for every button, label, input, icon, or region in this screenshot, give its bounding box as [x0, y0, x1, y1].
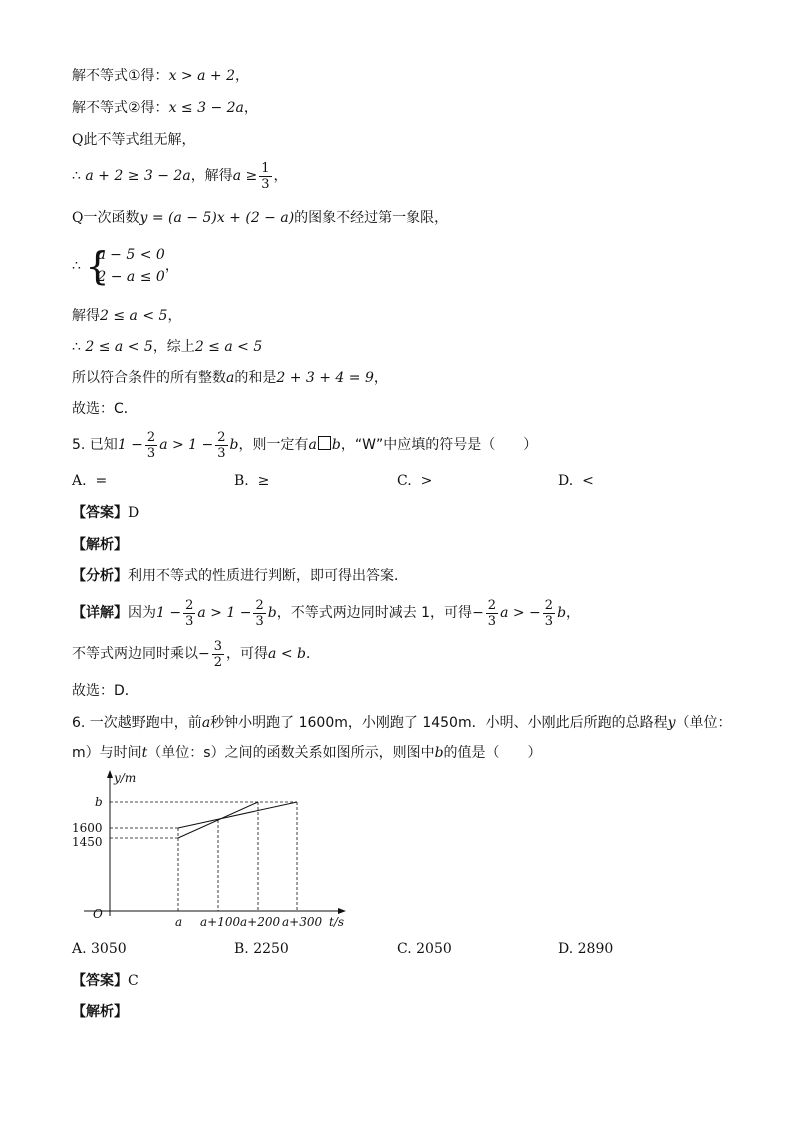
text: ， — [167, 308, 182, 324]
fraction-denominator: 3 — [544, 613, 554, 629]
q5-option-a — [72, 473, 107, 489]
question-number: 6. 一次越野跑中，前 — [72, 715, 202, 731]
text: 解不等式①得： — [72, 68, 169, 84]
math-variable: a — [226, 370, 235, 386]
x-axis-arrow-icon — [338, 908, 346, 914]
text: （单位：s）之间的函数关系如图所示，则图中 — [147, 745, 435, 761]
xiaoming-line — [178, 802, 297, 828]
text: 不等式两边同时乘以 — [72, 646, 198, 662]
text: ，综上 — [152, 339, 195, 355]
text: ，解得 — [190, 168, 233, 184]
q6-option-d — [558, 941, 613, 957]
math-expression: a > 1 − — [159, 437, 214, 453]
option-label: C. — [397, 473, 412, 489]
option-label: C. — [397, 941, 412, 957]
option-value: 2890 — [577, 941, 614, 957]
q6-option-b — [234, 941, 289, 957]
text: ， — [164, 258, 179, 274]
fraction — [212, 639, 224, 670]
math-expression: − — [198, 646, 210, 662]
text: ，“W”中应填的符号是（ ） — [340, 437, 538, 453]
x-axis-label: t/s — [329, 915, 345, 929]
y-tick-label: 1600 — [72, 821, 103, 835]
origin-label: O — [93, 907, 103, 921]
math-expression: 2 ≤ a < 5 — [100, 308, 168, 324]
text: 秒钟小明跑了 1600m，小刚跑了 1450m．小明、小刚此后所跑的总路程 — [210, 715, 668, 731]
fraction-numerator: 2 — [255, 597, 264, 613]
math-expression: a + 2 ≥ 3 − 2a — [85, 168, 191, 184]
text: ，可得 — [226, 646, 269, 662]
y-axis-arrow-icon — [107, 770, 113, 778]
text: 所以符合条件的所有整数 — [72, 370, 226, 386]
option-value: > — [420, 473, 433, 489]
fraction-numerator: 2 — [185, 597, 194, 613]
text: ． — [305, 646, 320, 662]
q6-answer — [72, 971, 139, 991]
analysis-tag: 【解析】 — [72, 1004, 128, 1020]
left-brace-icon: { — [85, 244, 110, 288]
math-expression: 2 ≤ a < 5 — [85, 339, 153, 355]
fraction — [543, 598, 555, 629]
answer-value: D — [128, 505, 140, 521]
math-expression: b — [557, 605, 567, 621]
math-expression: x > a + 2 — [168, 68, 235, 84]
q5-analysis-heading — [72, 535, 128, 555]
detail-tag: 【详解】 — [72, 605, 128, 621]
fenxi-tag: 【分析】 — [72, 568, 128, 584]
math-variable: b — [434, 745, 444, 761]
math-expression: a > 1 − — [197, 605, 252, 621]
text: 的值是（ ） — [443, 745, 542, 761]
solution-line-1 — [72, 66, 249, 86]
fraction-denominator: 3 — [146, 445, 156, 461]
option-value: < — [582, 473, 594, 489]
text: m）与时间 — [72, 745, 142, 761]
blank-box-icon — [318, 436, 331, 450]
text: 此不等式组无解， — [83, 132, 196, 148]
q5-option-b — [234, 473, 269, 489]
y-axis-label: y/m — [114, 771, 137, 785]
text: 一次函数 — [83, 210, 140, 226]
y-tick-label: 1450 — [72, 835, 103, 849]
fraction — [486, 598, 498, 629]
inequality-system — [85, 244, 164, 288]
math-expression: a < b — [268, 646, 306, 662]
answer-tag: 【答案】 — [72, 973, 128, 989]
math-expression: x ≤ 3 − 2a — [168, 100, 244, 116]
fraction-numerator: 2 — [544, 597, 554, 613]
text: 故选：D． — [72, 683, 139, 699]
x-tick-label: a+200 — [240, 915, 281, 929]
q5-detail-line-2 — [72, 633, 320, 675]
because-symbol: Q — [72, 210, 84, 226]
math-expression: b — [229, 437, 239, 453]
analysis-tag: 【解析】 — [72, 537, 128, 553]
x-tick-label: a — [175, 915, 183, 929]
fraction-numerator: 3 — [213, 638, 223, 654]
fraction-numerator: 2 — [487, 597, 497, 613]
math-variable: y — [667, 715, 676, 731]
q6-analysis-heading — [72, 1002, 128, 1022]
solution-line-3 — [72, 130, 195, 150]
fraction-denominator: 3 — [261, 176, 270, 192]
question-6-stem-line-1 — [72, 713, 732, 733]
text: ， — [234, 68, 249, 84]
text: ， — [566, 605, 581, 621]
math-variable: a — [201, 715, 211, 731]
solution-line-7 — [72, 306, 181, 326]
option-value: ≥ — [257, 473, 270, 489]
fraction-denominator: 3 — [487, 613, 497, 629]
math-expression: 2 + 3 + 4 = 9 — [276, 370, 374, 386]
math-expression: b — [267, 605, 277, 621]
math-variable: a — [308, 437, 317, 453]
math-expression: 2 ≤ a < 5 — [194, 339, 263, 355]
fraction-denominator: 3 — [185, 613, 194, 629]
therefore-symbol: ∴ — [72, 339, 81, 355]
text: ， — [373, 370, 388, 386]
distance-time-graph — [70, 766, 360, 932]
text: ， — [273, 168, 288, 184]
solution-line-5 — [72, 208, 448, 228]
therefore-symbol: ∴ — [72, 168, 81, 184]
x-tick-label: a+300 — [282, 915, 323, 929]
text: ，则一定有 — [238, 437, 309, 453]
option-value: 3050 — [91, 941, 127, 957]
q5-fenxi — [72, 566, 408, 586]
text: 解不等式②得： — [72, 100, 169, 116]
option-label: B. — [234, 473, 249, 489]
text: ，不等式两边同时减去 1，可得 — [276, 605, 473, 621]
text: ， — [243, 100, 258, 116]
fraction — [145, 430, 157, 461]
y-tick-label: b — [95, 795, 103, 809]
option-value: 2050 — [416, 941, 452, 957]
fraction-denominator: 3 — [217, 445, 226, 461]
q5-answer — [72, 503, 139, 523]
fraction — [253, 598, 265, 629]
q5-detail-line-1 — [72, 592, 580, 634]
q6-option-a — [72, 941, 127, 957]
question-6-stem-line-2 — [72, 743, 542, 763]
option-label: B. — [234, 941, 249, 957]
solution-line-10 — [72, 399, 138, 419]
because-symbol: Q — [72, 132, 84, 148]
math-expression: 1 − — [156, 605, 182, 621]
solution-line-4 — [72, 160, 288, 192]
text: 解得 — [72, 308, 100, 324]
option-label: A. — [72, 941, 87, 957]
answer-value: C — [128, 973, 139, 989]
q5-choose — [72, 681, 139, 701]
solution-line-9 — [72, 368, 388, 388]
fraction-numerator: 2 — [146, 429, 156, 445]
system-row: a − 5 < 0 — [97, 247, 165, 263]
text: 的图象不经过第一象限， — [294, 210, 449, 226]
text: 利用不等式的性质进行判断，即可得出答案． — [128, 568, 408, 584]
math-variable: b — [331, 437, 341, 453]
fraction — [183, 598, 195, 629]
math-expression: − — [472, 605, 484, 621]
question-5-stem — [72, 424, 537, 466]
q6-option-c — [397, 941, 452, 957]
math-expression: y = (a − 5)x + (2 − a) — [139, 210, 295, 226]
solution-line-8 — [72, 337, 262, 357]
fraction — [259, 161, 271, 192]
therefore-symbol: ∴ — [72, 258, 81, 274]
math-expression: a > − — [500, 605, 541, 621]
math-expression: 1 − — [117, 437, 143, 453]
question-number: 5. 已知 — [72, 437, 118, 453]
q5-option-d — [558, 473, 594, 489]
text: 故选：C． — [72, 401, 138, 417]
answer-tag: 【答案】 — [72, 505, 128, 521]
fraction — [215, 430, 227, 461]
option-label: A. — [72, 473, 87, 489]
option-value: 2250 — [253, 941, 289, 957]
fraction-denominator: 2 — [213, 654, 223, 670]
option-label: D. — [558, 941, 574, 957]
solution-line-6 — [72, 244, 179, 288]
fraction-numerator: 1 — [261, 160, 270, 176]
text: 因为 — [128, 605, 156, 621]
fraction-numerator: 2 — [217, 429, 226, 445]
option-value: = — [95, 473, 108, 489]
q5-option-c — [397, 473, 432, 489]
system-row: 2 − a ≤ 0 — [97, 269, 165, 285]
solution-line-2 — [72, 98, 258, 118]
text: （单位： — [675, 715, 732, 731]
option-label: D. — [558, 473, 574, 489]
text: 的和是 — [234, 370, 277, 386]
x-tick-label: a+100 — [200, 915, 241, 929]
fraction-denominator: 3 — [255, 613, 264, 629]
math-expression: a ≥ — [232, 168, 258, 184]
math-variable: t — [141, 745, 148, 761]
